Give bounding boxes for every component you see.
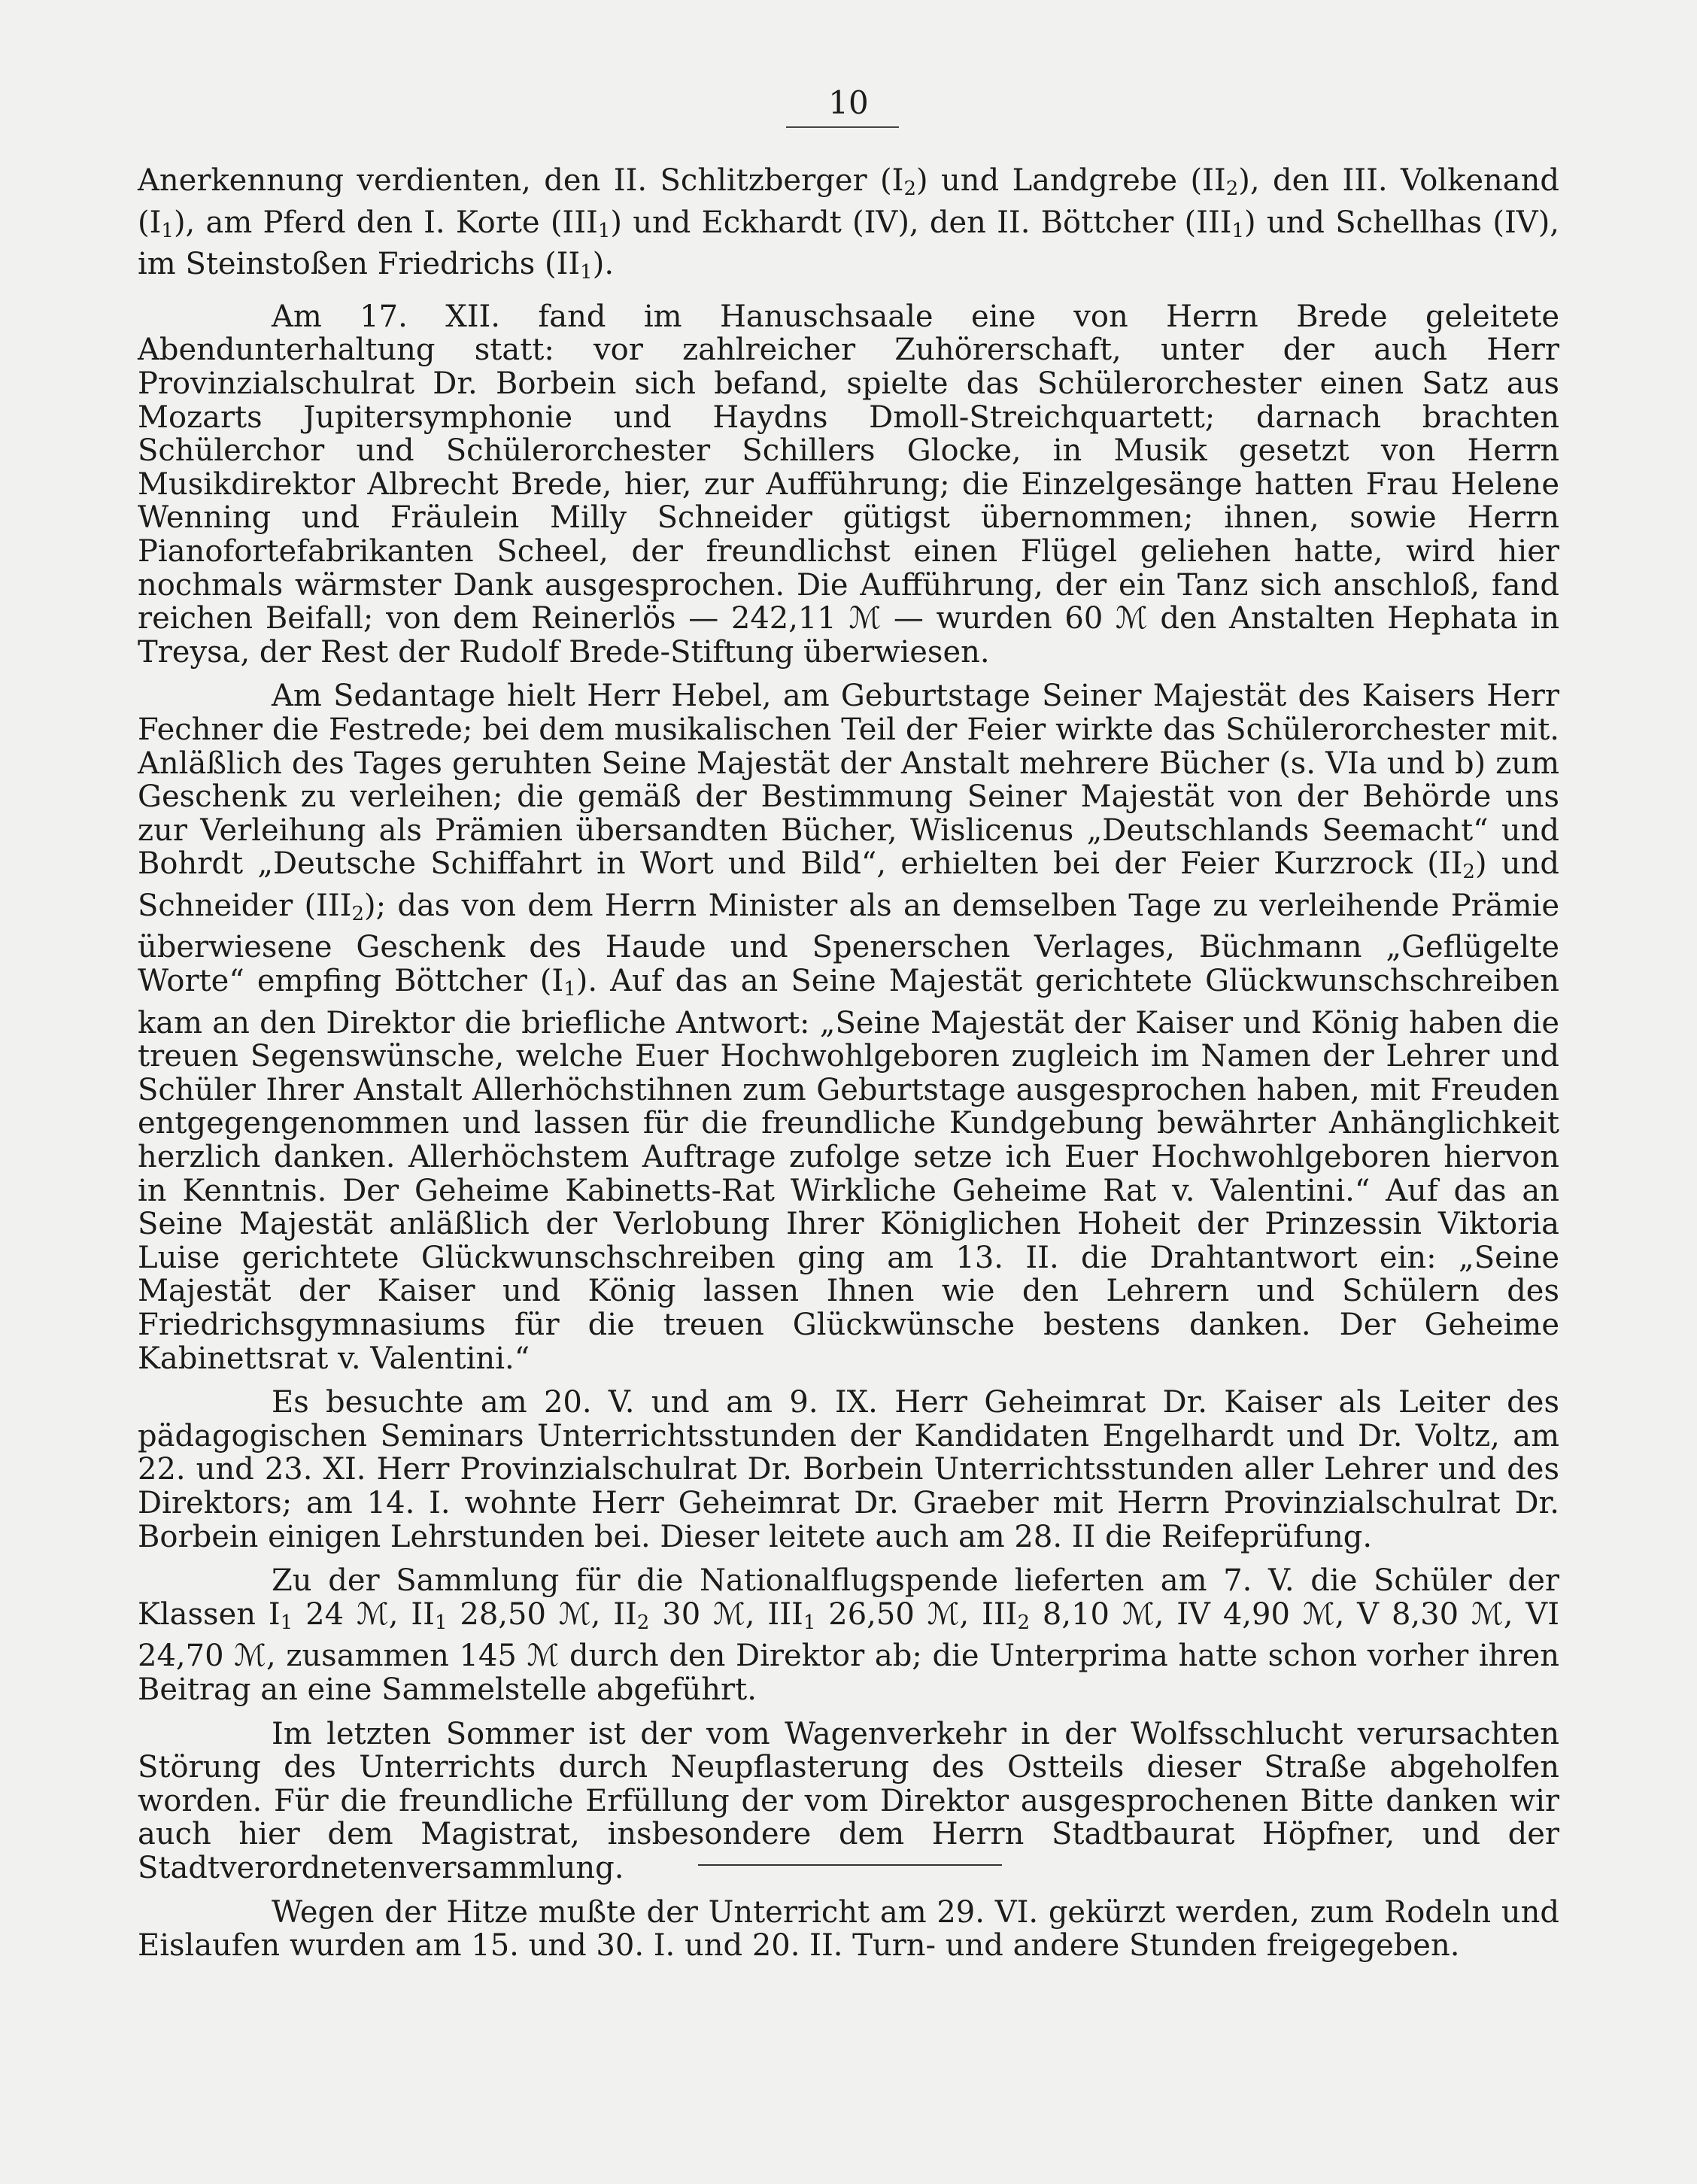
text-run: Wegen der Hitze mußte der Unterricht am 29. VI. gekürzt werden, zum Rodeln und Eislaufen wurden am 15. und 30. I. und 20. II. Turn- und andere Stunden freigegeben. xyxy=(138,1894,1559,1964)
subscript: 2 xyxy=(1225,178,1239,200)
footnote-rule xyxy=(698,1864,1002,1866)
paragraph-street-paving xyxy=(138,1718,1559,1885)
text-run: 30 ℳ, III xyxy=(649,1596,803,1632)
subscript: 1 xyxy=(280,1611,293,1634)
text-run: 26,50 ℳ, III xyxy=(815,1596,1018,1632)
subscript: 2 xyxy=(351,902,365,925)
page-number: 10 xyxy=(828,84,869,121)
text-run: ). Auf das an Seine Majestät gerichtete Glückwunschschreiben kam an den Direktor die briefliche Antwort: „Seine Majestät der Kaiser und König haben die treuen Segenswünsche, welche Euer Hochwohlgeboren zugleich im Namen der Lehrer und Schüler Ihrer Anstalt Allerhöchstihnen zum Geburtstage ausgesprochen haben, mit Freuden entgegengenommen und lassen für die freundliche Kundgebung bewährter Anhänglichkeit herzlich danken. Allerhöchstem Auftrage zufolge setze ich Euer Hochwohlgeboren hiervon in Kenntnis. Der Geheime Kabinetts-Rat Wirkliche Geheime Rat v. Valentini.“ Auf das an Seine Majestät anläßlich der Verlobung Ihrer Königlichen Hoheit der Prinzessin Viktoria Luise gerichtete Glückwunschschreiben ging am 13. II. die Drahtantwort ein: „Seine Majestät der Kaiser und König lassen Ihnen wie den Lehrern und Schülern des Friedrichsgymnasiums für die treuen Glückwünsche bestens danken. Der Geheime Kabinettsrat v. Valentini.“ xyxy=(138,964,1559,1376)
paragraph-inspection-visits xyxy=(138,1386,1559,1554)
text-run: ) und Landgrebe (II xyxy=(916,163,1226,198)
paragraph-sedan-day-and-kaiser-birthday xyxy=(138,679,1559,1375)
text-run: ) und Eckhardt (IV), den II. Böttcher (III xyxy=(610,205,1232,240)
text-run: Es besuchte am 20. V. und am 9. IX. Herr Geheimrat Dr. Kaiser als Leiter des pädagogischen Seminars Unterrichtsstunden der Kandidaten Engelhardt und Dr. Voltz, am 22. und 23. XI. Herr Provinzialschulrat Dr. Borbein Unterrichtsstunden aller Lehrer und des Direktors; am 14. I. wohnte Herr Geheimrat Dr. Graeber mit Herrn Provinzialschulrat Dr. Borbein einigen Lehrstunden bei. Dieser leitete auch am 28. II die Reifeprüfung. xyxy=(138,1385,1559,1554)
header-rule xyxy=(786,126,899,128)
subscript: 1 xyxy=(434,1611,448,1634)
text-run: ), den III. Volkenand (I xyxy=(138,163,1559,240)
subscript: 1 xyxy=(803,1611,816,1634)
subscript: 2 xyxy=(1462,861,1475,884)
paragraph-national-flight-donation xyxy=(138,1564,1559,1706)
text-run: ), am Pferd den I. Korte (III xyxy=(173,205,598,240)
text-run: ) und Schneider (III xyxy=(138,846,1559,923)
body-text xyxy=(138,164,1559,1973)
subscript: 1 xyxy=(161,219,174,242)
subscript: 2 xyxy=(1017,1611,1031,1634)
subscript: 1 xyxy=(597,219,611,242)
text-run: ); das von dem Herrn Minister als an demselben Tage zu verleihende Prämie überwiesene Geschenk des Haude und Spenerschen Verlages, Büchmann „Geflügelte Worte“ empfing Böttcher (I xyxy=(138,888,1560,999)
subscript: 1 xyxy=(1231,219,1245,242)
text-run: Am 17. XII. fand im Hanuschsaale eine von Herrn Brede geleitete Abendunterhaltung statt: vor zahlreicher Zuhörerschaft, unter der auch Herr Provinzialschulrat Dr. Borbein sich befand, spielte das Schülerorchester einen Satz aus Mozarts Jupitersymphonie und Haydns Dmoll-Streichquartett; darnach brachten Schülerchor und Schülerorchester Schillers Glocke, in Musik gesetzt von Herrn Musikdirektor Albrecht Brede, hier, zur Aufführung; die Einzelgesänge hatten Frau Helene Wenning und Fräulein Milly Schneider gütigst übernommen; ihnen, sowie Herrn Pianofortefabrikanten Scheel, der freundlichst einen Flügel geliehen hatte, wird hier nochmals wärmster Dank ausgesprochen. Die Aufführung, der ein Tanz sich anschloß, fand reichen Beifall; von dem Reinerlös — 242,11 ℳ — wurden 60 ℳ den Anstalten Hephata in Treysa, der Rest der Rudolf Brede-Stiftung überwiesen. xyxy=(138,299,1559,670)
text-run: Am Sedantage hielt Herr Hebel, am Geburtstage Seiner Majestät des Kaisers Herr Fechner die Festrede; bei dem musikalischen Teil der Feier wirkte das Schülerorchester mit. Anläßlich des Tages geruhten Seine Majestät der Anstalt mehrere Bücher (s. VIa und b) zum Geschenk zu verleihen; die gemäß der Bestimmung Seiner Majestät von der Behörde uns zur Verleihung als Prämien übersandten Bücher, Wislicenus „Deutschlands Seemacht“ und Bohrdt „Deutsche Schiffahrt in Wort und Bild“, erhielten bei der Feier Kurzrock (II xyxy=(138,679,1559,882)
text-run: 24 ℳ, II xyxy=(293,1596,435,1632)
subscript: 1 xyxy=(563,978,576,1001)
text-run: 28,50 ℳ, II xyxy=(447,1596,637,1632)
subscript: 1 xyxy=(580,261,593,284)
text-run: ). xyxy=(592,247,615,282)
subscript: 2 xyxy=(636,1611,650,1634)
paragraph-evening-concert xyxy=(138,300,1559,670)
text-run: Zu der Sammlung für die Nationalflugspende lieferten am 7. V. die Schüler der Klassen I xyxy=(138,1563,1559,1632)
paragraph-heat-and-winter-sports xyxy=(138,1896,1559,1963)
text-run: Im letzten Sommer ist der vom Wagenverkehr in der Wolfsschlucht verursachten Störung des Unterrichts durch Neupflasterung des Ostteils dieser Straße abgeholfen worden. Für die freundliche Erfüllung der vom Direktor ausgesprochenen Bitte danken wir auch hier dem Magistrat, insbesondere dem Herrn Stadtbaurat Höpfner, und der Stadtverordnetenversammlung. xyxy=(138,1716,1559,1885)
text-run: 8,10 ℳ, IV 4,90 ℳ, V 8,30 ℳ, VI 24,70 ℳ, zusammen 145 ℳ durch den Direktor ab; die Unterprima hatte schon vorher ihren Beitrag an eine Sammelstelle abgeführt. xyxy=(138,1596,1559,1707)
subscript: 2 xyxy=(903,178,917,200)
paragraph-sports-awards xyxy=(138,164,1559,290)
text-run: Anerkennung verdienten, den II. Schlitzberger (I xyxy=(138,163,904,198)
text-run: ) und Schellhas (IV), im Steinstoßen Friedrichs (II xyxy=(138,205,1560,282)
